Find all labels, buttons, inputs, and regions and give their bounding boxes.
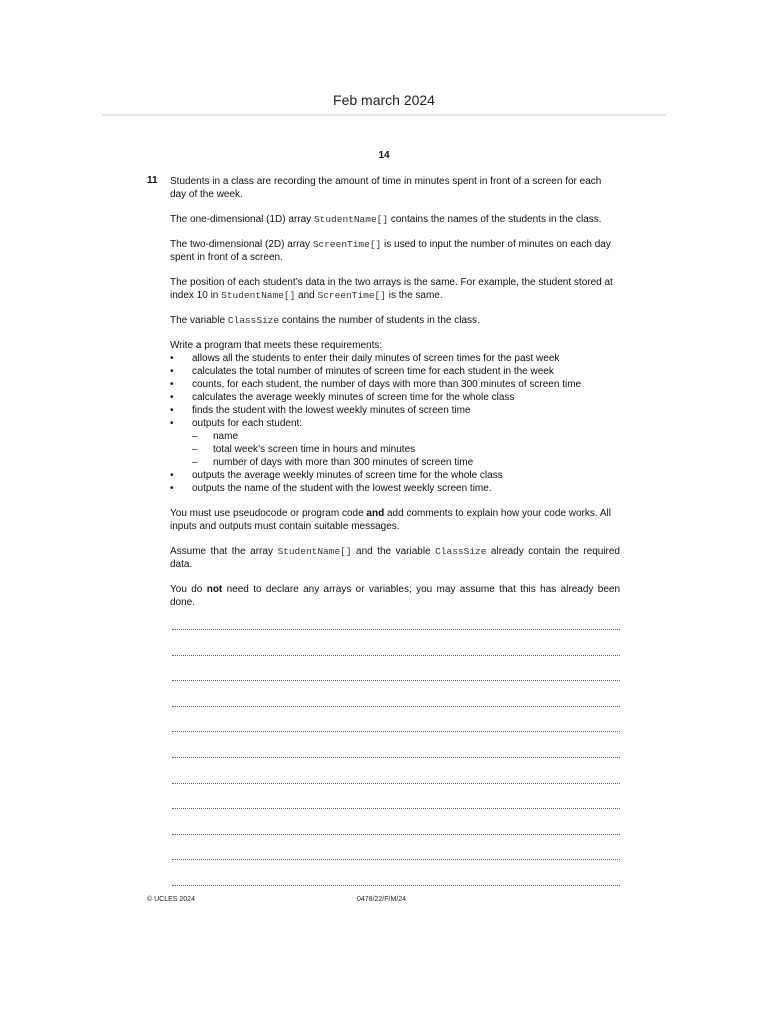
sub-item: – total week’s screen time in hours and minutes: [192, 444, 416, 455]
dash-icon: –: [192, 431, 198, 442]
answer-line[interactable]: [172, 629, 620, 630]
answer-line[interactable]: [172, 885, 620, 886]
requirement-item: • counts, for each student, the number of days with more than 300 minutes of screen time: [170, 379, 582, 390]
dash-icon: –: [192, 444, 198, 455]
requirement-item: • outputs the average weekly minutes of screen time for the whole class: [170, 470, 503, 481]
paragraph-pseudocode-instruction: You must use pseudocode or program code and add comments to explain how your code works. All inputs and outputs must contain suitable messages.: [170, 508, 611, 532]
page-number: 14: [378, 150, 390, 161]
code-screen-time: ScreenTime[]: [312, 239, 382, 250]
footer-paper-code: 0478/22/F/M/24: [357, 896, 407, 903]
answer-line[interactable]: [172, 783, 620, 784]
output-sublist: [192, 430, 620, 469]
header-divider: [102, 114, 666, 116]
sub-item: – number of days with more than 300 minutes of screen time: [192, 457, 474, 468]
answer-line[interactable]: [172, 859, 620, 860]
answer-line[interactable]: [172, 731, 620, 732]
paragraph-array-position: The position of each student’s data in the two arrays is the same. For example, the student stored at index 10 in StudentName[] and ScreenTime[] is the same.: [170, 277, 613, 301]
answer-line[interactable]: [172, 655, 620, 656]
code-class-size: ClassSize: [227, 315, 280, 326]
bullet-icon: •: [170, 470, 174, 481]
code-student-name: StudentName[]: [277, 546, 352, 557]
bullet-icon: •: [170, 483, 174, 494]
question-number: 11: [147, 175, 158, 186]
requirement-item: • outputs for each student: – name – total week’s screen time in hours and minutes – number of days with more than 300 minutes of screen time: [170, 417, 620, 469]
code-student-name: StudentName[]: [221, 290, 296, 301]
requirements-intro: Write a program that meets these requirements:: [170, 340, 383, 351]
header-title: Feb march 2024: [333, 92, 435, 108]
answer-area[interactable]: [172, 629, 620, 911]
answer-line[interactable]: [172, 680, 620, 681]
requirement-item: • allows all the students to enter their daily minutes of screen times for the past week: [170, 353, 560, 364]
paragraph-assume-data: Assume that the array StudentName[] and the variable ClassSize already contain the required data.: [170, 546, 620, 570]
paragraph-student-name-array: The one-dimensional (1D) array StudentName[] contains the names of the students in the class.: [170, 214, 602, 225]
code-student-name: StudentName[]: [313, 214, 389, 225]
dash-icon: –: [192, 457, 198, 468]
requirement-item: • calculates the total number of minutes of screen time for each student in the week: [170, 366, 554, 377]
bullet-icon: •: [170, 366, 174, 377]
answer-line[interactable]: [172, 834, 620, 835]
paragraph-no-declare: You do not need to declare any arrays or variables; you may assume that this has already been done.: [170, 584, 621, 608]
code-screen-time: ScreenTime[]: [317, 290, 386, 301]
answer-line[interactable]: [172, 706, 620, 707]
answer-line[interactable]: [172, 757, 620, 758]
footer-copyright: © UCLES 2024: [147, 896, 195, 903]
bullet-icon: •: [170, 353, 174, 364]
code-class-size: ClassSize: [435, 546, 487, 557]
paragraph-screen-time-array: The two-dimensional (2D) array ScreenTime[] is used to input the number of minutes on each day spent in front of a screen.: [170, 239, 611, 263]
sub-item: – name: [192, 431, 239, 442]
requirements-list: [170, 352, 620, 495]
answer-line[interactable]: [172, 808, 620, 809]
paragraph-intro: Students in a class are recording the amount of time in minutes spent in front of a screen for each day of the week.: [170, 176, 602, 200]
bullet-icon: •: [170, 405, 174, 416]
question-body: [170, 175, 620, 621]
requirement-item: • calculates the average weekly minutes of screen time for the whole class: [170, 392, 515, 403]
bullet-icon: •: [170, 392, 174, 403]
bullet-icon: •: [170, 418, 174, 429]
bullet-icon: •: [170, 379, 174, 390]
requirement-item: • outputs the name of the student with the lowest weekly screen time.: [170, 483, 492, 494]
paragraph-class-size: The variable ClassSize contains the number of students in the class.: [170, 315, 480, 326]
requirement-item: • finds the student with the lowest weekly minutes of screen time: [170, 405, 471, 416]
